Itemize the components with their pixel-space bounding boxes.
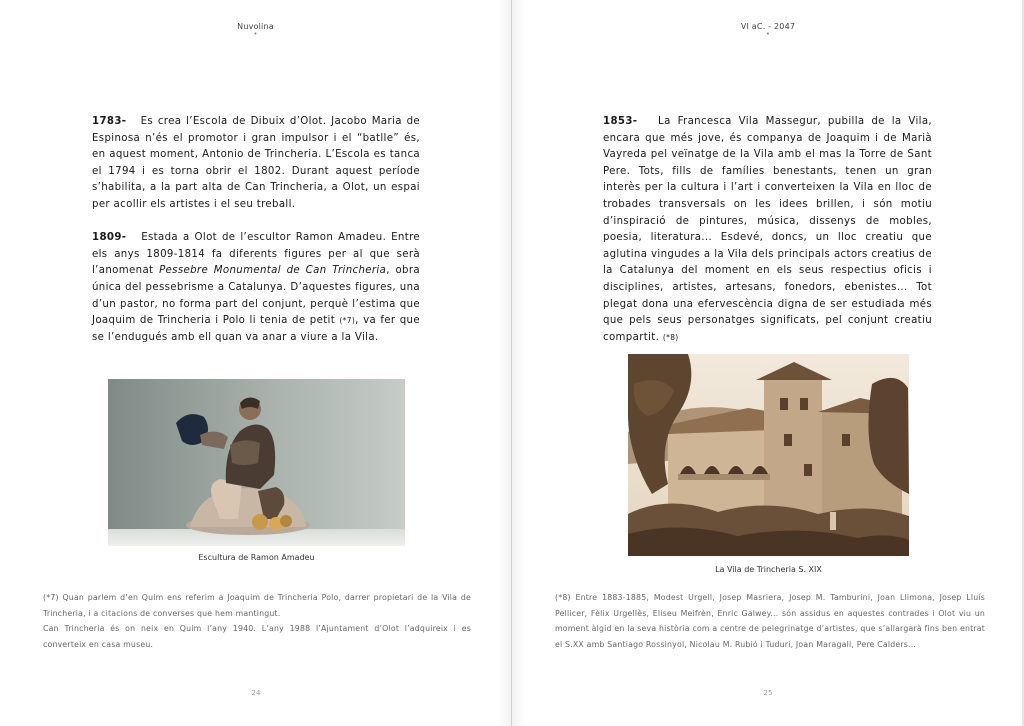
left-page xyxy=(0,0,511,726)
entry-text: , va fer que se l’endugués amb ell quan va anar a viure a la Vila. xyxy=(92,315,420,343)
entry-1809 xyxy=(92,230,420,346)
figure-caption-left: Escultura de Ramon Amadeu xyxy=(198,553,315,562)
right-body-text xyxy=(603,114,932,363)
page-number-right: 25 xyxy=(763,689,773,697)
entry-year: 1783- xyxy=(92,116,127,127)
villa-photo xyxy=(628,354,909,556)
entry-1853 xyxy=(603,114,932,346)
entry-text: La Francesca Vila Massegur, pubilla de la Vila, encara que més jove, és companya de Joaquim i de Marià Vayreda pel veïnatge de la Vila amb el mas la Torre de Sant Pere. Tots, fills de famílies benestants, tenen un gran interès per la cultura i l’art i converteixen la Vila en lloc de trobades transversals on les idees brillen, i són motiu d’inspiració de pintures, música, dissenys de mobles, poesia, literatura... Esdevé, doncs, un lloc creatiu que aglutina vingudes a la Vila dels principals actors creatius de la Catalunya del moment en els seus respectius oficis i disciplines, artistes, artesans, fonedors, ebenistes... Tot plegat dona una efervescència digna de ser estudiada més que pels seus personatges significats, pel conjunt creatiu compartit. xyxy=(603,116,933,343)
entry-text: Estada a Olot de l’escultor Ramon Amadeu. Entre els anys 1809-1814 fa diferents figures per al que serà l’anomenat xyxy=(92,232,420,277)
page-number-left: 24 xyxy=(251,689,261,697)
footnote-line: (*7) Quan parlem d’en Quim ens referim a Joaquim de Trincheria Polo, darrer propietari de la Vila de Trincheria, i a citacions de converses que hem mantingut. xyxy=(43,593,471,618)
footnote-right xyxy=(555,590,985,652)
footnote-ref[interactable]: (*8) xyxy=(662,332,679,342)
running-head-title: Nuvolina xyxy=(237,22,274,31)
running-head-left xyxy=(0,22,511,37)
sculpture-photo xyxy=(108,379,405,546)
running-head-mark: • xyxy=(253,30,258,38)
footnote-left xyxy=(43,590,471,652)
right-page xyxy=(512,0,1024,726)
entry-year: 1853- xyxy=(603,116,638,127)
entry-year: 1809- xyxy=(92,232,127,244)
footnote-line: Can Trincheria és on neix en Quim l’any 1940. L’any 1988 l’Ajuntament d’Olot l’adquireix i es converteix en casa museu. xyxy=(43,624,471,649)
running-head-mark: • xyxy=(765,30,771,38)
footnote-ref[interactable]: (*7) xyxy=(339,316,356,326)
left-body-text xyxy=(92,114,420,363)
book-spine xyxy=(511,0,512,726)
entry-text: Es crea l’Escola de Dibuix d’Olot. Jacobo Maria de Espinosa n’és el promotor i gran impulsor i el “batlle” és, en aquest moment, Antonio de Trincheria. L’Escola es tanca el 1794 i es torna obrir el 1802. Durant aquest període s’habilita, a la part alta de Can Trincheria, a Olot, un espai per acollir els artistes i el seu treball. xyxy=(92,116,421,210)
running-head-right xyxy=(512,22,1024,37)
entry-1783 xyxy=(92,114,420,214)
running-head-title: VI aC. - 2047 xyxy=(740,22,796,31)
artwork-title: Pessebre Monumental de Can Trincheria xyxy=(159,265,387,277)
entry-text: , obra única del pessebrisme a Catalunya. D’aquestes figures, una d’un pastor, no forma part del conjunt, perquè l’estima que Joaquim de Trincheria i Polo li tenia de petit xyxy=(92,265,420,327)
footnote-line: (*8) Entre 1883-1885, Modest Urgell, Josep Masriera, Josep M. Tamburini, Joan Llimona, Josep Lluís Pellicer, Fèlix Urgellès, Eliseu Meifrèn, Enric Galwey... són assidus en aquestes contrades i Olot viu un moment àlgid en la seva història com a centre de pelegrinatge d’artistes, que s’allargarà fins ben entrat el S.XX amb Santiago Rossinyol, Nicolau M. Rubió i Tudurí, Joan Maragall, Pere Calders... xyxy=(555,593,985,649)
figure-caption-right: La Vila de Trincheria S. XIX xyxy=(715,565,822,574)
